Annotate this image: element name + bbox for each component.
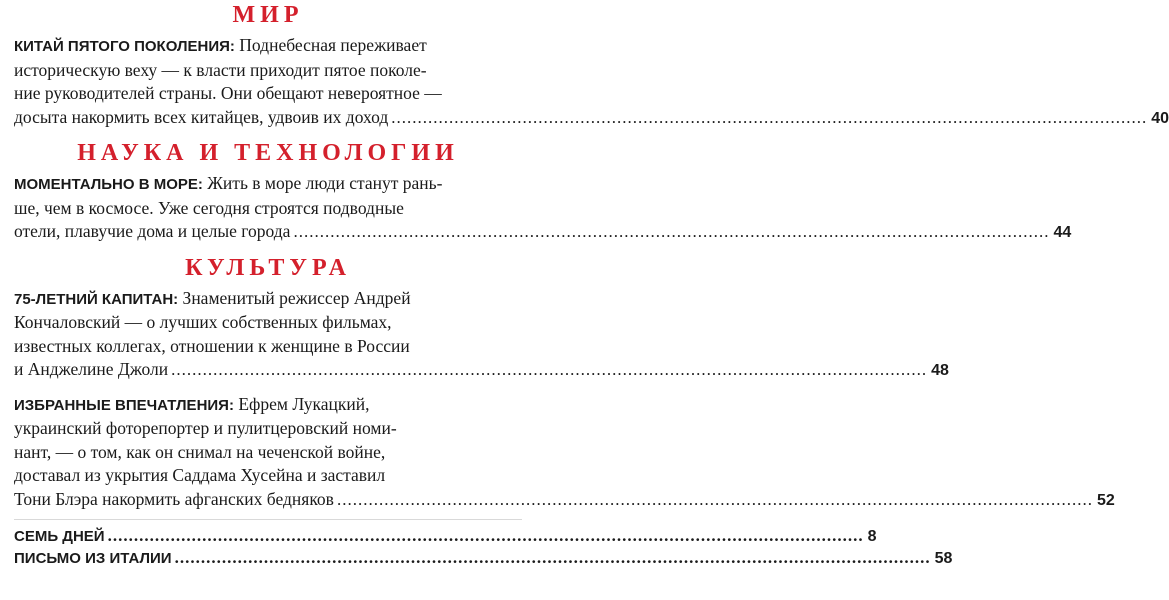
- entry-heading: МОМЕНТАЛЬНО В МОРЕ:: [14, 176, 203, 193]
- dot-leader: ................................................................................................................................................: [107, 526, 864, 545]
- page-number: 40: [1151, 109, 1169, 127]
- toc-entry-sea[interactable]: [14, 172, 1072, 245]
- entry-heading: ИЗБРАННЫЕ ВПЕЧАТЛЕНИЯ:: [14, 396, 234, 414]
- dot-leader: ................................................................................................................................................: [293, 222, 1050, 241]
- section-culture: [14, 253, 1115, 513]
- dot-leader: ................................................................................................................................................: [391, 107, 1148, 127]
- toc-entry-impressions[interactable]: [14, 393, 1115, 513]
- entry-heading: 75-ЛЕТНИЙ КАПИТАН:: [14, 290, 179, 308]
- section-world: [14, 0, 1169, 130]
- section-science: [14, 138, 1072, 245]
- entry-text: ИЗБРАННЫЕ ВПЕЧАТЛЕНИЯ: Ефрем Лукацкий, украинский фоторепортер и пулитцеровский номи- нант, — о том, как он снимал на чеченской войне, доставал из укрытия Саддама Хусейна и заставил Тони Блэра накормить афганских бедняков ................................................................................................................................................ 52: [14, 393, 522, 513]
- page-number: 44: [1053, 224, 1072, 241]
- entry-text: КИТАЙ ПЯТОГО ПОКОЛЕНИЯ: Поднебесная переживает историческую веху — к власти приходит пятое поколе- ние руководителей страны. Они обещают невероятное — досыта накормить всех китайцев, удвоив их доход ................................................................................................................................................ 40: [14, 34, 522, 130]
- dot-leader: ................................................................................................................................................: [336, 489, 1093, 509]
- page-number: 8: [867, 528, 877, 545]
- toc-entry-seven-days[interactable]: [14, 525, 877, 547]
- section-title: НАУКА И ТЕХНОЛОГИИ: [77, 140, 459, 166]
- dot-leader: ................................................................................................................................................: [174, 548, 931, 567]
- dot-leader: ................................................................................................................................................: [171, 360, 928, 379]
- toc-entry-china[interactable]: [14, 34, 1169, 130]
- entry-text: МОМЕНТАЛЬНО В МОРЕ: Жить в море люди станут рань- ше, чем в космосе. Уже сегодня строятся подводные отели, плавучие дома и целые города ................................................................................................................................................ 44: [14, 172, 522, 245]
- toc-entry-captain[interactable]: [14, 287, 949, 383]
- entry-heading: СЕМЬ ДНЕЙ: [14, 528, 105, 545]
- entry-heading: КИТАЙ ПЯТОГО ПОКОЛЕНИЯ:: [14, 38, 235, 55]
- short-entries: [14, 525, 953, 569]
- entry-heading: ПИСЬМО ИЗ ИТАЛИИ: [14, 550, 172, 567]
- divider: [14, 519, 522, 520]
- page-number: 58: [934, 550, 953, 567]
- page-number: 48: [931, 362, 949, 379]
- section-title: КУЛЬТУРА: [185, 254, 351, 281]
- toc-entry-letter-italy[interactable]: [14, 547, 953, 569]
- page-number: 52: [1096, 491, 1115, 509]
- section-title: МИР: [232, 2, 304, 28]
- entry-text: 75-ЛЕТНИЙ КАПИТАН: Знаменитый режиссер Андрей Кончаловский — о лучших собственных фильмах, известных коллегах, отношении к женщине в России и Анджелине Джоли ................................................................................................................................................ 48: [14, 287, 522, 383]
